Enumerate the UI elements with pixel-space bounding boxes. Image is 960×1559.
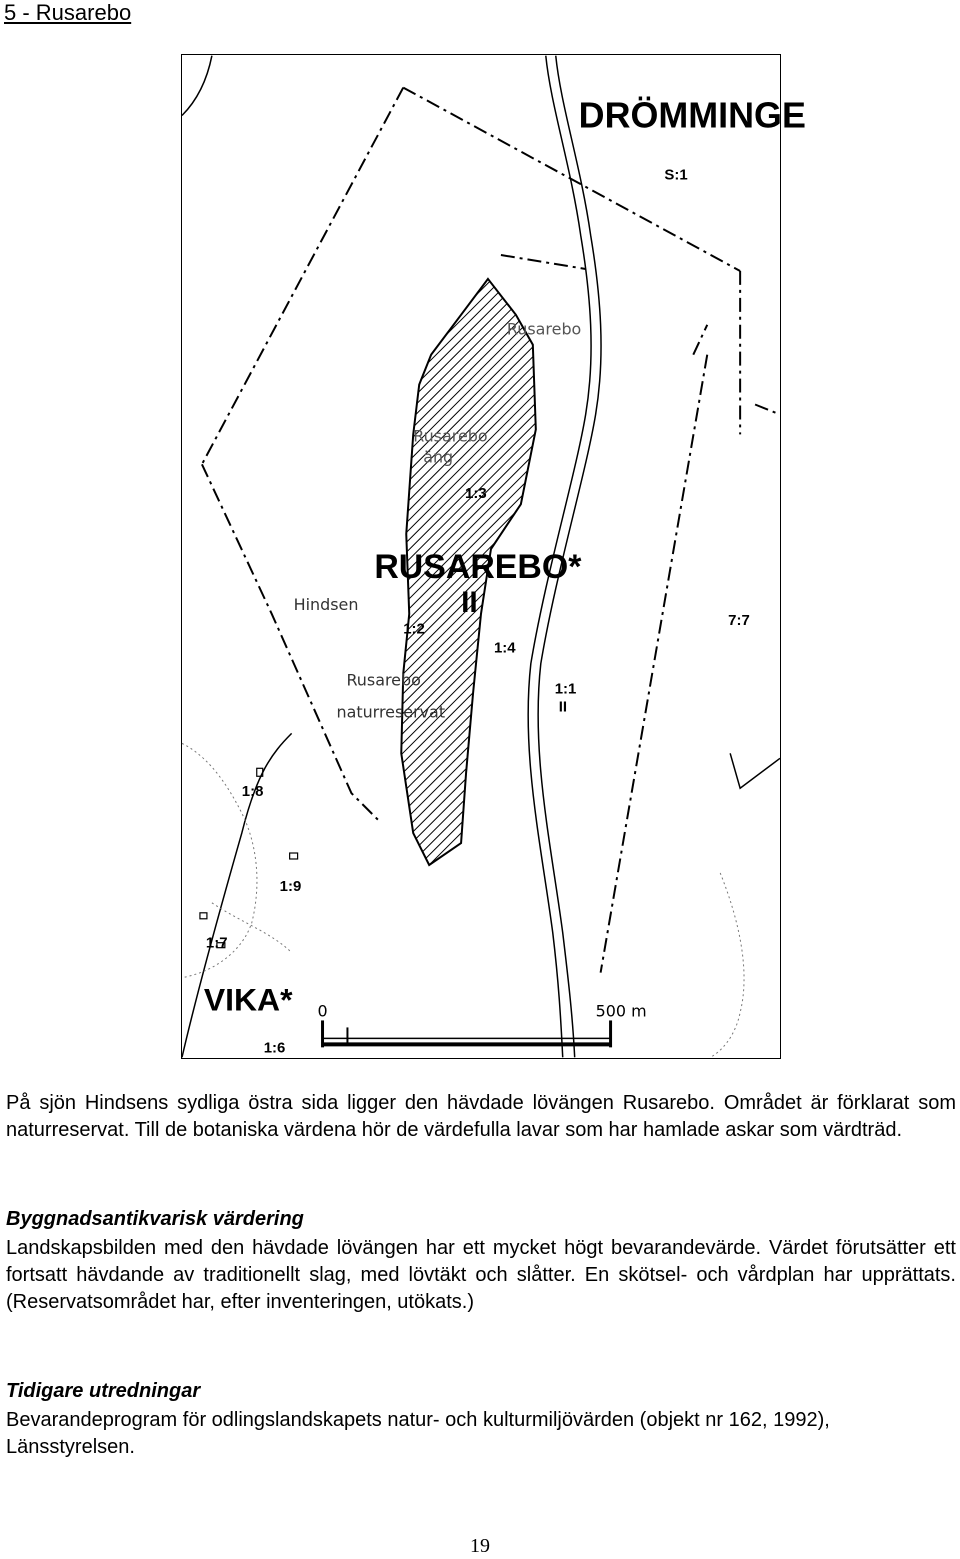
scale-label-0: 0 xyxy=(317,1001,328,1021)
label-l77: 7:7 xyxy=(728,611,750,629)
scale-bar xyxy=(322,1020,611,1047)
label-l11: 1:1 xyxy=(554,680,577,698)
page-number: 19 xyxy=(470,1535,490,1557)
label-roman-ii: II xyxy=(461,585,478,619)
label-l14: 1:4 xyxy=(493,639,516,657)
section2-body: Bevarandeprogram för odlingslandskapets natur- och kulturmiljövärden (objekt nr 162, 1992), Länsstyrelsen. xyxy=(6,1409,830,1458)
label-l11-ii: II xyxy=(558,698,568,716)
label-rusarebo-ang-1: Rusarebo xyxy=(413,426,488,446)
page-heading: 5 - Rusarebo xyxy=(4,0,132,25)
label-rusarebo-top: Rusarebo xyxy=(506,319,582,339)
label-l17: 1:7 xyxy=(205,934,228,952)
label-naturreservat-1: Rusarebo xyxy=(346,670,421,690)
label-hindsen: Hindsen xyxy=(293,594,359,614)
section2-title: Tidigare utredningar xyxy=(6,1380,201,1402)
label-l19: 1:9 xyxy=(279,877,302,895)
label-rusarebo-ang-2: äng xyxy=(423,447,454,467)
section1-body: Landskapsbilden med den hävdade lövängen har ett mycket högt bevarandevärde. Värdet förutsätter ett fortsatt hävdande av traditionellt slag, med lövtäkt och slåtter. En skötsel- och vårdplan har upprättats. (Reservatsområdet har, efter inventeringen, utökats.) xyxy=(6,1237,956,1313)
map xyxy=(181,54,806,1059)
label-l13: 1:3 xyxy=(465,485,487,503)
label-l18: 1:8 xyxy=(241,783,264,801)
map-drawing xyxy=(182,55,806,1058)
label-dromminge: DRÖMMINGE xyxy=(578,95,806,136)
label-l16: 1:6 xyxy=(263,1039,286,1057)
label-vika: VIKA* xyxy=(203,981,293,1018)
label-naturreservat-2: naturreservat xyxy=(336,702,446,722)
label-rusarebo-big: RUSAREBO* xyxy=(374,547,582,586)
label-l12: 1:2 xyxy=(403,620,425,638)
scale-label-500: 500 m xyxy=(595,1001,647,1021)
label-s1: S:1 xyxy=(664,166,688,184)
intro-paragraph: På sjön Hindsens sydliga östra sida ligger den hävdade lövängen Rusarebo. Området är förklarat som naturreservat. Till de botaniska värdena hör de värdefulla lavar som har hamlade askar som värdträd. xyxy=(6,1092,956,1141)
section1-title: Byggnadsantikvarisk värdering xyxy=(6,1208,304,1230)
